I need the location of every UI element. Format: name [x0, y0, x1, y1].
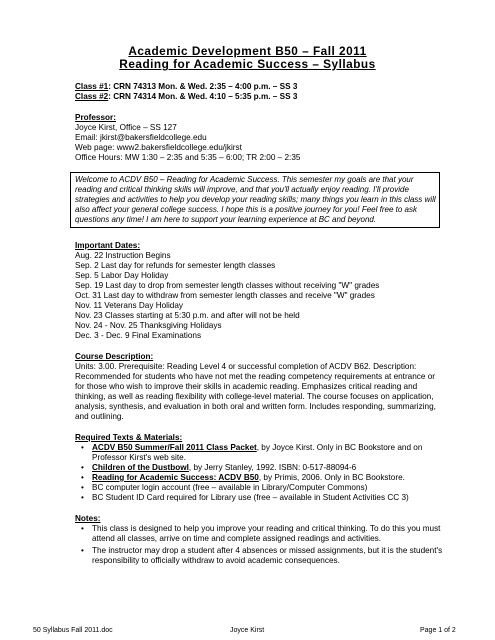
note-line: The instructor may drop a student after 4 absences or missed assignments, but it is the student's [92, 546, 443, 555]
course-line: analysis, synthesis, and evaluation in both oral and written form. Includes responding, summarizing, [75, 402, 436, 411]
welcome-line: reading and critical thinking skills will improve, and that you'll actually enjoy reading. I'll provide [75, 185, 409, 194]
footer-page-number: Page 1 of 2 [420, 627, 456, 634]
material-detail: , by Joyce Kirst. Only in BC Bookstore and on [256, 443, 423, 452]
material-title: Children of the Dustbowl [92, 463, 189, 472]
materials-heading: Required Texts & Materials: [75, 433, 183, 442]
professor-office-hours: Office Hours: MW 1:30 – 2:35 and 5:35 – 6:00; TR 2:00 – 2:35 [75, 153, 301, 162]
material-item [92, 473, 405, 483]
material-item: BC computer login account (free – available in Library/Computer Commons) [92, 483, 368, 492]
dates-heading: Important Dates: [75, 241, 141, 250]
date-item: Sep. 5 Labor Day Holiday [75, 271, 169, 280]
course-heading: Course Description: [75, 352, 154, 361]
bullet-icon: • [81, 524, 84, 533]
class-1-text: : CRN 74313 Mon. & Wed. 2:35 – 4:00 p.m. – SS 3 [108, 82, 298, 91]
notes-heading: Notes: [75, 514, 101, 523]
title-line-2: Reading for Academic Success – Syllabus [119, 57, 376, 71]
welcome-line: strategies and activities to help you develop your reading skills; many things you learn in this class will [75, 195, 436, 204]
material-item-continued: Professor Kirst's web site. [92, 453, 186, 462]
date-item: Dec. 3 - Dec. 9 Final Examinations [75, 331, 202, 340]
footer-filename: 50 Syllabus Fall 2011.doc [33, 627, 113, 634]
date-item: Sep. 2 Last day for refunds for semester length classes [75, 261, 276, 270]
date-item: Nov. 23 Classes starting at 5:30 p.m. and after will not be held [75, 311, 300, 320]
professor-email: Email: jkirst@bakersfieldcollege.edu [75, 133, 207, 142]
class-2-text: : CRN 74314 Mon. & Wed. 4:10 – 5:35 p.m. – SS 3 [108, 92, 298, 101]
welcome-line: questions any time! I am here to support your learning experience at BC and beyond. [75, 215, 377, 224]
material-detail: , by Jerry Stanley, 1992. ISBN: 0-517-88094-6 [188, 463, 357, 472]
material-title: Reading for Academic Success: ACDV B50 [92, 473, 259, 482]
note-line: This class is designed to help you improve your reading and critical thinking. To do this you must [92, 524, 441, 533]
welcome-line: Welcome to ACDV B50 – Reading for Academic Success. This semester my goals are that your [75, 175, 414, 184]
class-1-line [75, 82, 297, 92]
professor-heading: Professor: [75, 113, 116, 122]
date-item: Aug. 22 Instruction Begins [75, 251, 171, 260]
course-line: Units: 3.00. Prerequisite: Reading Level 4 or successful completion of ACDV B62. Description: [75, 362, 417, 371]
material-title: ACDV B50 Summer/Fall 2011 Class Packet [92, 443, 257, 452]
course-line: Recommended for students who have not met the reading competency requirements at entrance or [75, 372, 435, 381]
material-item: BC Student ID Card required for Library use (free – available in Student Activities CC 3) [92, 493, 409, 502]
material-item [92, 463, 356, 473]
material-detail: , by Primis, 2006. Only in BC Bookstore. [258, 473, 405, 482]
course-line: and outlining. [75, 412, 124, 421]
bullet-icon: • [81, 493, 84, 502]
title-line-1: Academic Development B50 – Fall 2011 [128, 44, 367, 58]
bullet-icon: • [81, 546, 84, 555]
professor-webpage: Web page: www2.bakersfieldcollege.edu/jkirst [75, 143, 242, 152]
professor-name: Joyce Kirst, Office – SS 127 [75, 123, 177, 132]
date-item: Sep. 19 Last day to drop from semester length classes without receiving "W" grades [75, 281, 380, 290]
course-line: thinking, as well as reading flexibility with college-level material. The course focuses on application, [75, 392, 434, 401]
bullet-icon: • [81, 443, 84, 452]
note-line: responsibility to officially withdraw to avoid academic consequences. [92, 556, 340, 565]
course-line: for those who wish to improve their skills in academic reading. Emphasizes critical reading and [75, 382, 418, 391]
welcome-box [70, 172, 440, 228]
footer-author: Joyce Kirst [230, 627, 265, 634]
class-1-label: Class #1 [75, 82, 109, 91]
date-item: Oct. 31 Last day to withdraw from semester length classes and receive "W" grades [75, 291, 375, 300]
class-2-label: Class #2 [75, 92, 109, 101]
note-line: attend all classes, arrive on time and complete assigned readings and activities. [92, 534, 381, 543]
bullet-icon: • [81, 473, 84, 482]
material-item [92, 443, 422, 453]
welcome-line: also affect your general college success. I hope this is a positive journey for you! Feel free to ask [75, 205, 417, 214]
date-item: Nov. 11 Veterans Day Holiday [75, 301, 184, 310]
date-item: Nov. 24 - Nov. 25 Thanksgiving Holidays [75, 321, 222, 330]
bullet-icon: • [81, 483, 84, 492]
bullet-icon: • [81, 463, 84, 472]
class-2-line [75, 92, 297, 102]
